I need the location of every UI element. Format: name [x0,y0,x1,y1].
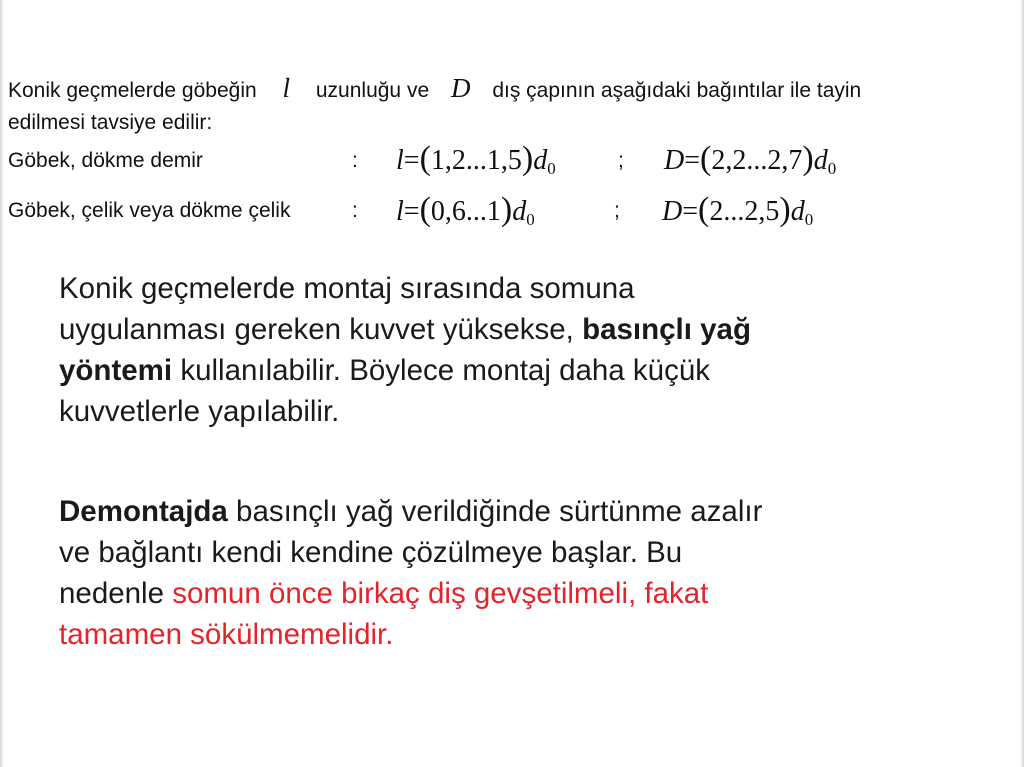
row-2-separator: ; [614,199,620,222]
paragraph-1-line-2: uygulanması gereken kuvvet yüksekse, basınçlı yağ [59,313,751,346]
row-1-formula-D: $D=(2,2...2,7)d_0$ [664,140,837,178]
paragraph-1-line-1: Konik geçmelerde montaj sırasında somuna [59,272,635,305]
row-1-label: Göbek, dökme demir [8,149,203,172]
emphasis-method: yöntemi [59,354,173,387]
intro-line-2: edilmesi tavsiye edilir: [8,111,213,134]
intro-text-3: dış çapının aşağıdaki bağıntılar ile tayin [492,79,862,102]
paragraph-2-line-3: nedenle somun önce birkaç diş gevşetilmeli, fakat [59,577,709,610]
paragraph-1-line-4: kuvvetlerle yapılabilir. [59,395,340,428]
emphasis-disassembly: Demontajda [59,495,228,528]
intro-var-l: l [282,73,291,103]
row-2-label: Göbek, çelik veya dökme çelik [8,199,291,222]
slide-left-edge [0,0,4,767]
paragraph-2-line-2: ve bağlantı kendi kendine çözülmeye başlar. Bu [59,536,683,569]
paragraph-2-line-1: Demontajda basınçlı yağ verildiğinde sürtünme azalır [59,495,763,528]
row-1-separator: ; [618,149,624,172]
slide-right-edge [1020,0,1024,767]
row-1-colon: : [352,149,358,172]
warning-text-red: somun önce birkaç diş gevşetilmeli, fakat [172,577,709,610]
intro-line-1 [8,75,861,102]
row-1-formula-l: $l=(1,2...1,5)d_0$ [396,140,556,178]
intro-var-D: D [450,73,471,103]
paragraph-2-line-4-warning: tamamen sökülmemelidir. [59,618,394,651]
emphasis-pressurized-oil: basınçlı yağ [582,313,751,346]
paragraph-1-line-3: yöntemi kullanılabilir. Böylece montaj daha küçük [59,354,710,387]
row-2-colon: : [352,199,358,222]
intro-text-1: Konik geçmelerde göbeğin [8,79,257,102]
row-2-formula-D: $D=(2...2,5)d_0$ [662,191,814,229]
intro-text-2: uzunluğu ve [315,79,430,102]
row-2-formula-l: $l=(0,6...1)d_0$ [396,191,535,229]
